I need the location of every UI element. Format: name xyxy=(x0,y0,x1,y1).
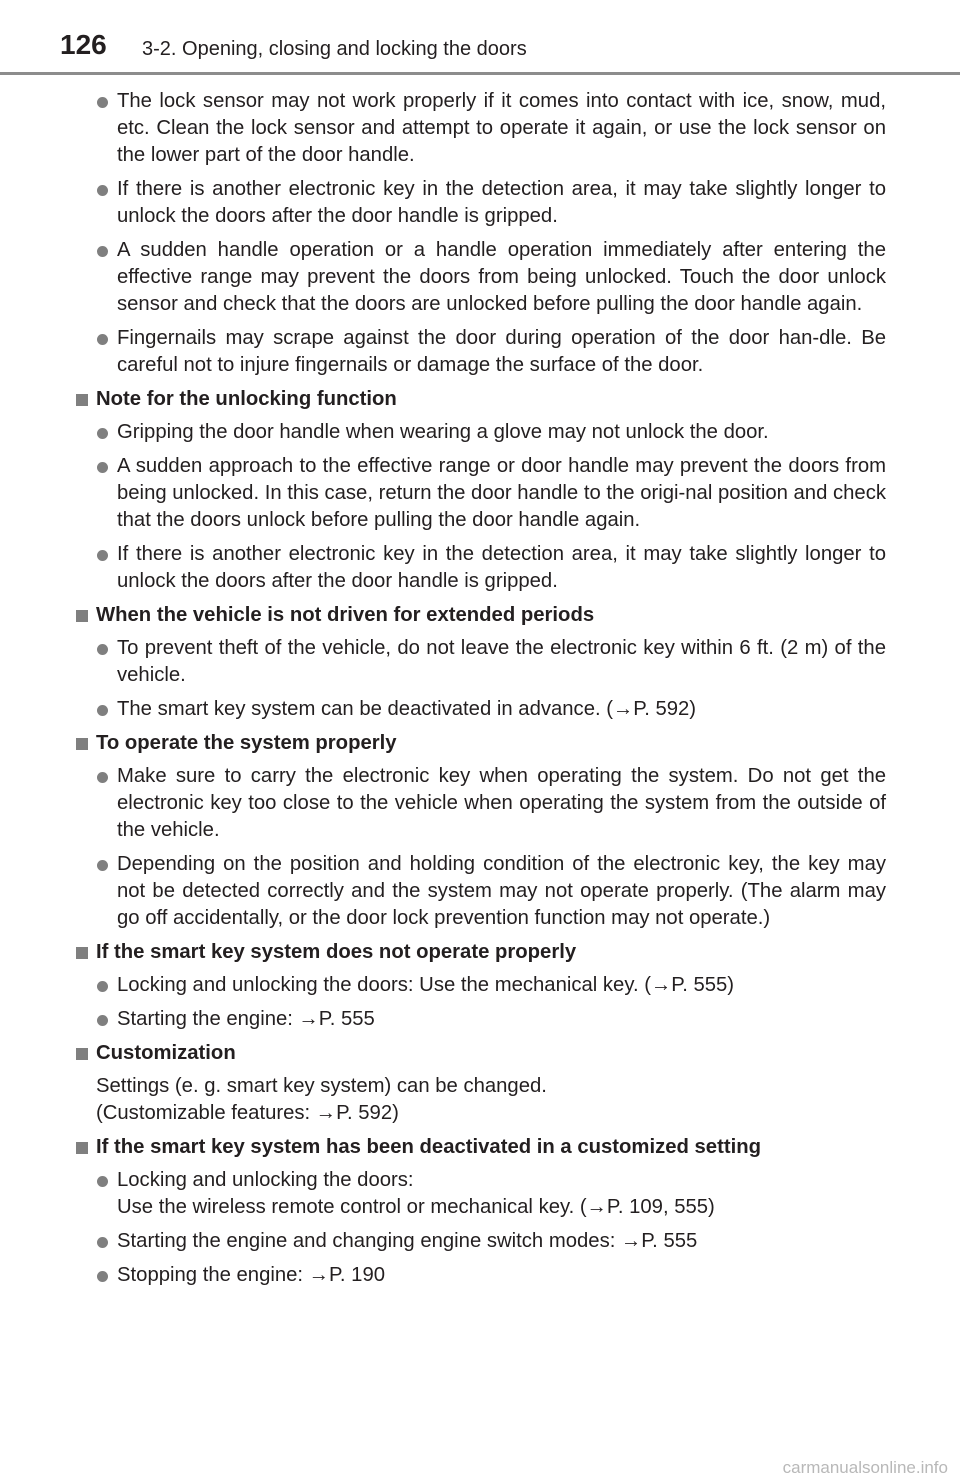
bullet-dot-icon xyxy=(97,860,108,871)
bullet-item xyxy=(96,1167,886,1221)
section-heading xyxy=(76,386,886,413)
bullet-item xyxy=(96,635,886,689)
section-title: When the vehicle is not driven for extended periods xyxy=(96,604,595,626)
bullet-text: Starting the engine: →P. 555 xyxy=(117,1008,375,1030)
bullet-text: Make sure to carry the electronic key when operating the system. Do not get the electronic key too close to the vehicle when operating the system from the outside of the vehicle. xyxy=(117,765,886,841)
section-square-icon xyxy=(76,610,88,622)
bullet-text: The smart key system can be deactivated in advance. (→P. 592) xyxy=(117,698,697,720)
bullet-dot-icon xyxy=(97,1176,108,1187)
paragraph-line: (Customizable features: →P. 592) xyxy=(96,1102,399,1124)
section-title: If the smart key system has been deactivated in a customized setting xyxy=(96,1136,762,1158)
section-heading xyxy=(76,1134,886,1161)
bullet-dot-icon xyxy=(97,705,108,716)
bullet-dot-icon xyxy=(97,1271,108,1282)
section-heading xyxy=(76,730,886,757)
bullet-item xyxy=(96,1006,886,1033)
section-square-icon xyxy=(76,738,88,750)
bullet-text: Gripping the door handle when wearing a glove may not unlock the door. xyxy=(117,421,769,443)
bullet-dot-icon xyxy=(97,246,108,257)
chapter-title: 3-2. Opening, closing and locking the doors xyxy=(142,38,527,60)
bullet-dot-icon xyxy=(97,185,108,196)
bullet-text: To prevent theft of the vehicle, do not leave the electronic key within 6 ft. (2 m) of the vehicle. xyxy=(117,637,886,686)
section-heading xyxy=(76,1040,886,1067)
bullet-item xyxy=(96,1262,886,1289)
page-content xyxy=(96,88,886,1296)
section-square-icon xyxy=(76,394,88,406)
bullet-dot-icon xyxy=(97,334,108,345)
page-number: 126 xyxy=(60,29,107,60)
paragraph-line: Settings (e. g. smart key system) can be changed. xyxy=(96,1075,547,1097)
section-title: Customization xyxy=(96,1042,236,1064)
bullet-dot-icon xyxy=(97,772,108,783)
bullet-dot-icon xyxy=(97,644,108,655)
bullet-item xyxy=(96,763,886,844)
section-square-icon xyxy=(76,947,88,959)
bullet-item xyxy=(96,696,886,723)
bullet-text: A sudden approach to the effective range or door handle may prevent the doors from being unlocked. In this case, return the door handle to the origi-nal position and check that the doors unlock before pulling the door handle again. xyxy=(117,455,886,531)
bullet-text: Locking and unlocking the doors: Use the wireless remote control or mechanical key. (→P. 109, 555) xyxy=(117,1169,715,1218)
bullet-dot-icon xyxy=(97,1015,108,1026)
bullet-item xyxy=(96,419,886,446)
page-header xyxy=(0,0,960,80)
bullet-item xyxy=(96,176,886,230)
bullet-text: Starting the engine and changing engine switch modes: →P. 555 xyxy=(117,1230,698,1252)
customization-paragraph xyxy=(96,1073,886,1127)
bullet-item xyxy=(96,88,886,169)
bullet-item xyxy=(96,453,886,534)
section-title: If the smart key system does not operate properly xyxy=(96,941,577,963)
section-title: Note for the unlocking function xyxy=(96,388,397,410)
section-square-icon xyxy=(76,1048,88,1060)
bullet-dot-icon xyxy=(97,428,108,439)
bullet-item xyxy=(96,325,886,379)
bullet-dot-icon xyxy=(97,981,108,992)
bullet-text: The lock sensor may not work properly if it comes into contact with ice, snow, mud, etc. Clean the lock sensor and attempt to operate it again, or use the lock sensor on the lower part of the door handle. xyxy=(117,90,886,166)
bullet-item xyxy=(96,851,886,932)
bullet-text: A sudden handle operation or a handle operation immediately after entering the effective range may prevent the doors from being unlocked. Touch the door unlock sensor and check that the doors are unlocked before pulling the door handle again. xyxy=(117,239,886,315)
section-heading xyxy=(76,939,886,966)
bullet-dot-icon xyxy=(97,1237,108,1248)
bullet-text: Locking and unlocking the doors: Use the mechanical key. (→P. 555) xyxy=(117,974,735,996)
watermark: carmanualsonline.info xyxy=(782,1458,948,1477)
bullet-item xyxy=(96,972,886,999)
bullet-text: Depending on the position and holding condition of the electronic key, the key may not be detected correctly and the system may not operate properly. (The alarm may go off accidentally, or the door lock prevention function may not operate.) xyxy=(117,853,886,929)
section-title: To operate the system properly xyxy=(96,732,397,754)
header-rule xyxy=(0,72,960,75)
bullet-dot-icon xyxy=(97,97,108,108)
bullet-text: Fingernails may scrape against the door during operation of the door han-dle. Be careful not to injure fingernails or damage the surface of the door. xyxy=(117,327,886,376)
bullet-dot-icon xyxy=(97,550,108,561)
bullet-item xyxy=(96,237,886,318)
bullet-text: If there is another electronic key in the detection area, it may take slightly longer to unlock the doors after the door handle is gripped. xyxy=(117,543,886,592)
section-heading xyxy=(76,602,886,629)
bullet-item xyxy=(96,1228,886,1255)
bullet-dot-icon xyxy=(97,462,108,473)
section-square-icon xyxy=(76,1142,88,1154)
bullet-item xyxy=(96,541,886,595)
bullet-text: If there is another electronic key in the detection area, it may take slightly longer to unlock the doors after the door handle is gripped. xyxy=(117,178,886,227)
bullet-text: Stopping the engine: →P. 190 xyxy=(117,1264,386,1286)
